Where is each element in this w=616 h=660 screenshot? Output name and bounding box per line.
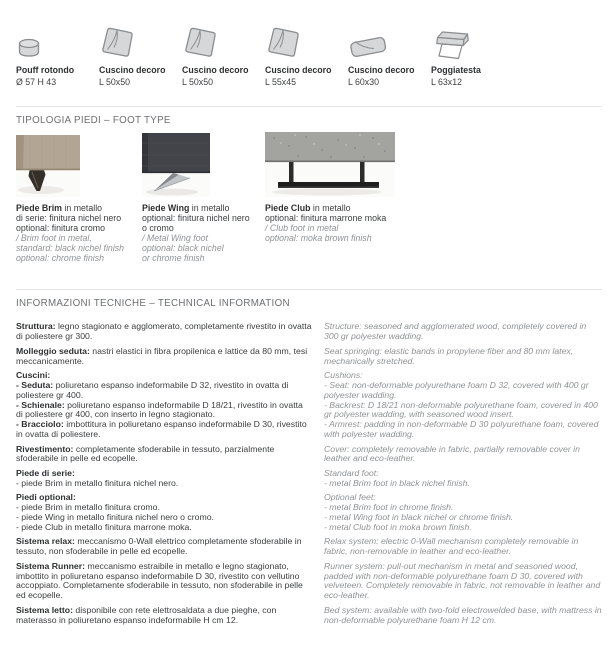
accessory-name: Cuscino decoro	[99, 65, 166, 75]
accessory-item	[265, 26, 348, 87]
tech-paragraph-english: Seat springing: elastic bands in propylene fiber and 80 mm latex, mechanically stretched.	[324, 345, 574, 366]
tech-paragraph-italian: Molleggio seduta: nastri elastici in fibra propilenica e lattice da 80 mm, tesi meccanicamente.	[16, 345, 308, 366]
rect-cushion-icon	[348, 26, 431, 60]
wing-foot-photo	[142, 135, 265, 197]
accessory-name: Pouff rotondo	[16, 65, 75, 75]
foot-type-column	[265, 135, 395, 263]
divider	[16, 106, 602, 107]
accessory-size: L 63x12	[431, 76, 462, 87]
foot-caption-english: / Metal Wing foot optional: black nichel or chrome finish	[142, 232, 224, 263]
foot-caption-italian: Piede Brim in metallo di serie: finitura nichel nero optional: finitura cromo	[16, 203, 122, 233]
accessory-name: Cuscino decoro	[265, 65, 332, 75]
technical-info-section-title: INFORMAZIONI TECNICHE – TECHNICAL INFORMATION	[16, 298, 290, 310]
accessory-size: L 60x30	[348, 76, 379, 87]
foot-caption-italian: Piede Wing in metallo optional: finitura nichel nero o cromo	[142, 203, 250, 233]
foot-caption-italian: Piede Club in metallo optional: finitura marrone moka	[265, 203, 387, 223]
accessory-item	[99, 26, 182, 87]
tech-columns	[16, 322, 602, 630]
tech-paragraph-italian: Sistema letto: disponibile con rete elettrosaldata a due pieghe, con materasso in poliuretano espanso indeformabile H cm 12.	[16, 604, 277, 625]
tech-paragraph-english: Runner system: pull-out mechanism in metal and seasoned wood, padded with non-deformable polyurethane foam D 30, covered with velveteen. Completely removable in fabric, not removable in leather and eco-leather.	[324, 560, 601, 601]
accessory-item	[16, 26, 99, 87]
foot-type-section-title: TIPOLOGIA PIEDI – FOOT TYPE	[16, 115, 171, 126]
accessories-row	[16, 26, 602, 87]
tech-paragraph-english: Optional feet: - metal Brim foot in chrome finish. - metal Wing foot in black nichel or chrome finish. - metal Club foot in moka brown finish.	[324, 492, 514, 532]
tech-paragraph-english: Structure: seasoned and agglomerated wood, completely covered in 300 gr polyester wadding.	[324, 321, 587, 342]
accessory-name: Cuscino decoro	[348, 65, 415, 75]
tech-paragraph-italian: Cuscini: - Seduta: poliuretano espanso indeformabile D 32, rivestito in ovatta di poliestere gr 400. - Schienale: poliuretano espanso indeformabile D 18/21, rivestito in ovatta di poliestere gr 400, con inserto in legno stagionato. - Bracciolo: imbottitura in poliuretano espanso indeformabile D 30, rivestito in ovatta di poliestere.	[16, 370, 307, 439]
club-foot-photo	[265, 135, 395, 197]
tech-column-english	[324, 322, 602, 630]
accessory-name: Cuscino decoro	[182, 65, 249, 75]
accessory-name: Poggiatesta	[431, 65, 481, 75]
tech-paragraph-english: Relax system: electric 0-Wall mechanism completely removable in fabric, non-removable in leather and eco-leather.	[324, 536, 579, 557]
spec-sheet-page	[0, 26, 616, 630]
accessory-item	[348, 26, 431, 87]
tech-column-italian	[16, 322, 312, 630]
accessory-size: L 50x50	[99, 76, 130, 87]
feet-row	[16, 135, 602, 263]
tech-paragraph-english: Cover: completely removable in fabric, partially removable cover in leather and eco-leather.	[324, 443, 580, 464]
tech-paragraph-italian: Piede di serie: - piede Brim in metallo finitura nichel nero.	[16, 467, 179, 488]
foot-type-column	[142, 135, 265, 263]
tech-paragraph-italian: Sistema Runner: meccanismo estraibile in metallo e legno stagionato, imbottito in poliuretano espanso indeformabile D 30, rivestito con vellutino accoppiato. Completamente sfoderabile in tessuto, non sfoderabile in pelle ed ecopelle.	[16, 560, 303, 601]
tech-paragraph-english: Bed system: available with two-fold electrowelded base, with mattress in non-deformable polyurethane foam H 12 cm.	[324, 604, 602, 625]
square-cushion-icon	[265, 26, 348, 60]
tech-paragraph-italian: Piedi optional: - piede Brim in metallo finitura cromo. - piede Wing in metallo finitura nichel nero o cromo. - piede Club in metallo finitura marrone moka.	[16, 492, 214, 532]
accessory-size: L 55x45	[265, 76, 296, 87]
square-cushion-icon	[99, 26, 182, 60]
brim-foot-photo	[16, 135, 142, 197]
foot-caption-english: / Club foot in metal optional: moka brown finish	[265, 222, 372, 243]
tech-paragraph-italian: Sistema relax: meccanismo 0-Wall elettrico completamente sfoderabile in tessuto, non sfoderabile in pelle ed ecopelle.	[16, 536, 302, 557]
round-pouf-icon	[16, 26, 99, 60]
square-cushion-icon	[182, 26, 265, 60]
accessory-item	[182, 26, 265, 87]
tech-paragraph-english: Standard foot: - metal Brim foot in black nichel finish.	[324, 467, 470, 488]
accessory-size: Ø 57 H 43	[16, 76, 57, 87]
foot-type-column	[16, 135, 142, 263]
accessory-item	[431, 26, 481, 87]
tech-paragraph-english: Cushions: - Seat: non-deformable polyurethane foam D 32, covered with 400 gr polyester wadding. - Backrest: D 18/21 non-deformable polyurethane foam, covered in 400 gr polyester wadding, with seasoned wood insert. - Armrest: padding in non-deformable D 30 polyurethane foam, covered with polyester wadding.	[324, 370, 599, 439]
accessory-size: L 50x50	[182, 76, 213, 87]
tech-paragraph-italian: Struttura: legno stagionato e agglomerato, completamente rivestito in ovatta di poliestere gr 300.	[16, 321, 312, 342]
headrest-icon	[431, 26, 481, 60]
foot-caption-english: / Brim foot in metal, standard: black nichel finish optional: chrome finish	[16, 232, 125, 263]
tech-paragraph-italian: Rivestimento: completamente sfoderabile in tessuto, parzialmente sfoderabile in pelle ed ecopelle.	[16, 443, 275, 464]
divider	[16, 289, 602, 290]
